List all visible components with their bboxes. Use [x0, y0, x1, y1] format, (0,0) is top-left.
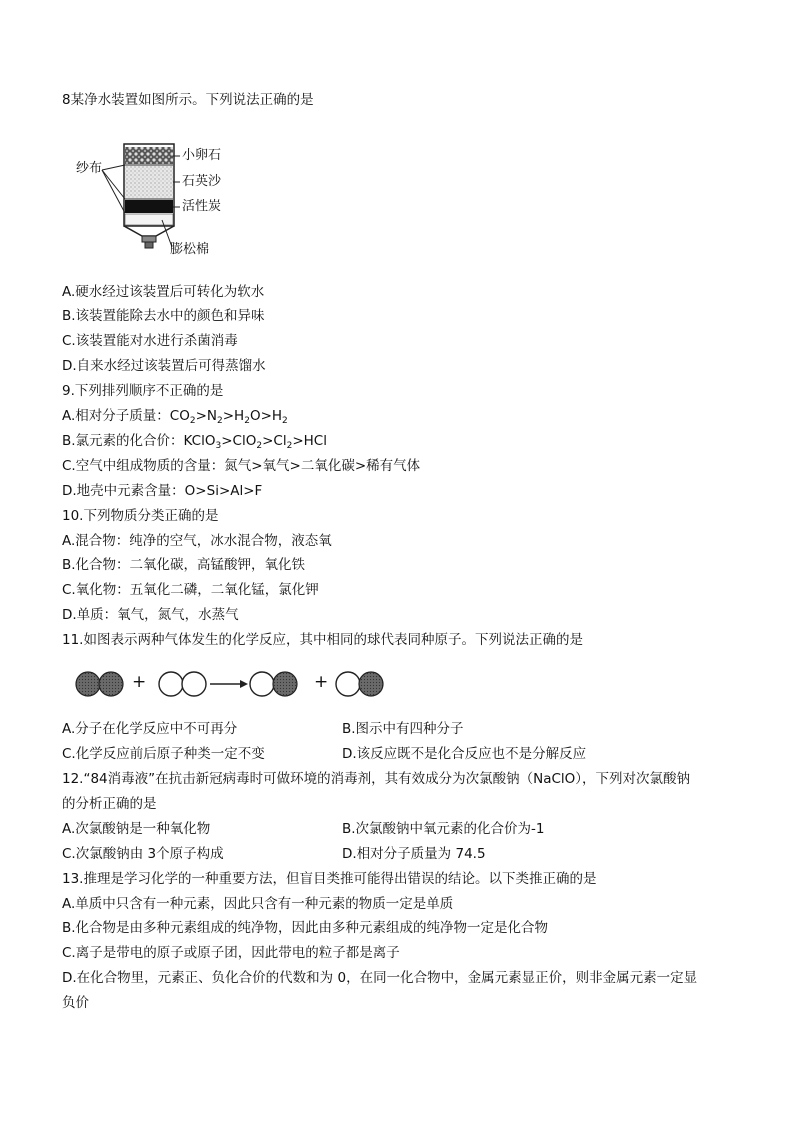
- q8-option-d: D.自来水经过该装置后可得蒸馏水: [62, 358, 266, 374]
- q11-stem: 11.如图表示两种气体发生的化学反应，其中相同的球代表同种原子。下列说法正确的是: [62, 632, 583, 648]
- q9-option-a: A.相对分子质量：$CO_2>N_2>H_2O>H_2$: [62, 408, 288, 426]
- q9-option-b: B.氯元素的化合价：$KClO_3>ClO_2>Cl_2>HCl$: [62, 433, 327, 451]
- q12-option-a: A.次氯酸钠是一种氧化物: [62, 821, 211, 837]
- q10-option-d: D.单质：氧气，氮气，水蒸气: [62, 607, 239, 623]
- q12-options-row2: [62, 845, 486, 863]
- q13-option-c: C.离子是带电的原子或原子团，因此带电的粒子都是离子: [62, 945, 400, 961]
- q11-option-c: C.化学反应前后原子种类一定不变: [62, 746, 265, 762]
- water-filter-diagram: [62, 134, 252, 264]
- carbon-layer: [125, 200, 173, 213]
- dark-atom: [273, 672, 297, 696]
- q11-options-row1: [62, 720, 464, 738]
- q10-option-a: A.混合物：纯净的空气，冰水混合物，液态氧: [62, 533, 332, 549]
- q12-stem-line1: 12.“84消毒液”在抗击新冠病毒时可做环境的消毒剂，其有效成分为次氯酸钠（NaClO），下列对次氯酸钠: [62, 771, 691, 787]
- q9-option-d: D.地壳中元素含量：O>Si>Al>F: [62, 483, 263, 499]
- sand-layer: [125, 166, 173, 198]
- pebble-label: 小卵石: [182, 148, 222, 163]
- gauze-label: 纱布: [76, 161, 103, 176]
- q8-option-a: A.硬水经过该装置后可转化为软水: [62, 284, 265, 300]
- q13-option-b: B.化合物是由多种元素组成的纯净物，因此由多种元素组成的纯净物一定是化合物: [62, 920, 549, 936]
- q13-option-d-line1: D.在化合物里，元素正、负化合价的代数和为 0，在同一化合物中，金属元素显正价，则非金属元素一定显: [62, 970, 698, 986]
- q9-option-c: C.空气中组成物质的含量：氮气>氧气>二氧化碳>稀有气体: [62, 458, 421, 474]
- q8-option-c: C.该装置能对水进行杀菌消毒: [62, 333, 238, 349]
- dark-atom: [359, 672, 383, 696]
- reaction-figure: [72, 666, 392, 702]
- q11-option-b: B.图示中有四种分子: [342, 721, 464, 737]
- plus-sign: +: [314, 672, 329, 692]
- q11-options-row2: [62, 745, 587, 763]
- q13-option-d-line2: 负价: [62, 995, 89, 1011]
- water-filter-figure: [62, 134, 252, 264]
- white-atom: [159, 672, 183, 696]
- white-atom: [336, 672, 360, 696]
- q11-option-a: A.分子在化学反应中不可再分: [62, 721, 238, 737]
- q12-option-c: C.次氯酸钠由 3个原子构成: [62, 846, 224, 862]
- q11-option-d: D.该反应既不是化合反应也不是分解反应: [342, 746, 587, 762]
- q8-option-b: B.该装置能除去水中的颜色和异味: [62, 308, 265, 324]
- q12-option-d: D.相对分子质量为 74.5: [342, 846, 486, 862]
- dark-atom: [99, 672, 123, 696]
- reaction-diagram: [72, 666, 392, 702]
- white-atom: [182, 672, 206, 696]
- q12-stem-line2: 的分析正确的是: [62, 796, 157, 812]
- q8-stem: 8某净水装置如图所示。下列说法正确的是: [62, 92, 314, 108]
- q10-option-b: B.化合物：二氧化碳，高锰酸钾，氧化铁: [62, 557, 306, 573]
- q13-stem: 13.推理是学习化学的一种重要方法，但盲目类推可能得出错误的结论。以下类推正确的是: [62, 871, 597, 887]
- sand-label: 石英沙: [182, 174, 222, 189]
- q10-stem: 10.下列物质分类正确的是: [62, 508, 219, 524]
- q9-stem: 9.下列排列顺序不正确的是: [62, 383, 224, 399]
- q10-option-c: C.氧化物：五氧化二磷，二氧化锰，氯化钾: [62, 582, 319, 598]
- q13-option-a: A.单质中只含有一种元素，因此只含有一种元素的物质一定是单质: [62, 896, 454, 912]
- cotton-label: 膨松棉: [170, 242, 210, 257]
- pebble-layer: [125, 147, 173, 164]
- dark-atom: [76, 672, 100, 696]
- cotton-layer: [125, 214, 173, 225]
- white-atom: [250, 672, 274, 696]
- q12-option-b: B.次氯酸钠中氧元素的化合价为-1: [342, 821, 545, 837]
- carbon-label: 活性炭: [182, 199, 222, 214]
- q12-options-row1: [62, 820, 545, 838]
- plus-sign: +: [132, 672, 147, 692]
